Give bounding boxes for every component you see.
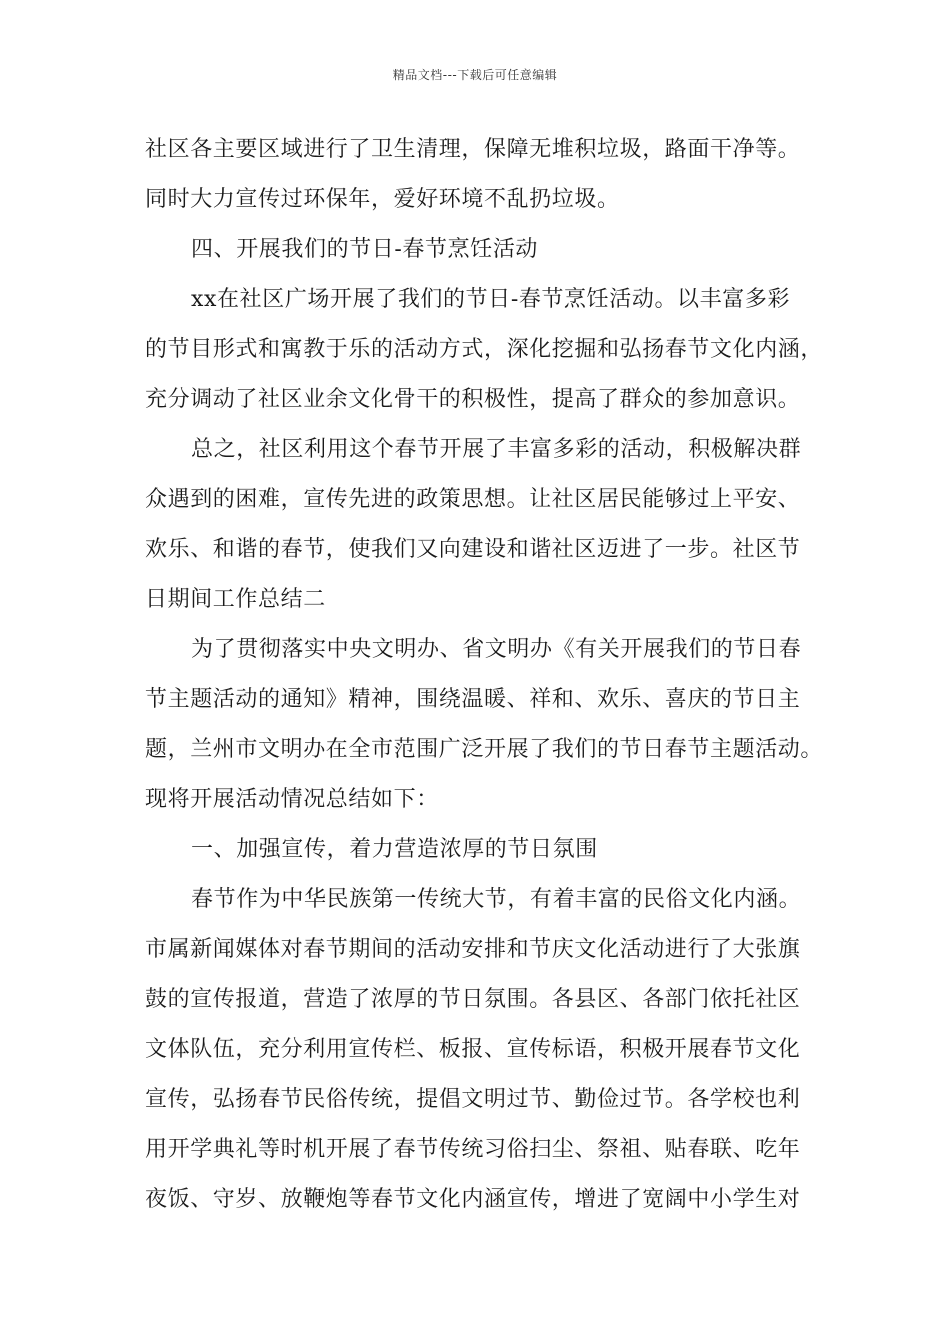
section-heading: 四、开展我们的节日-春节烹饪活动	[191, 237, 539, 262]
paragraph-start: xx在社区广场开展了我们的节日-春节烹饪活动。以丰富多彩	[191, 287, 791, 312]
section-heading: 一、加强宣传，着力营造浓厚的节日氛围	[191, 837, 598, 862]
text-line: 宣传，弘扬春节民俗传统，提倡文明过节、勤俭过节。各学校也利	[145, 1087, 801, 1112]
document-body	[145, 130, 824, 1230]
text-line: 日期间工作总结二	[145, 587, 326, 612]
text-line: 鼓的宣传报道，营造了浓厚的节日氛围。各县区、各部门依托社区	[145, 987, 801, 1012]
text-line: 现将开展活动情况总结如下：	[145, 787, 439, 812]
text-line: 充分调动了社区业余文化骨干的积极性，提高了群众的参加意识。	[145, 387, 801, 412]
text-line: 节主题活动的通知》精神，围绕温暖、祥和、欢乐、喜庆的节日主	[145, 687, 801, 712]
text-line: 夜饭、守岁、放鞭炮等春节文化内涵宣传，增进了宽阔中小学生对	[145, 1187, 801, 1212]
paragraph-start: 总之，社区利用这个春节开展了丰富多彩的活动，积极解决群	[191, 437, 802, 462]
paragraph-start: 为了贯彻落实中央文明办、省文明办《有关开展我们的节日春	[191, 637, 802, 662]
text-line: 众遇到的困难，宣传先进的政策思想。让社区居民能够过上平安、	[145, 487, 801, 512]
paragraph-start: 春节作为中华民族第一传统大节，有着丰富的民俗文化内涵。	[191, 887, 802, 912]
text-line: 用开学典礼等时机开展了春节传统习俗扫尘、祭祖、贴春联、吃年	[145, 1137, 801, 1162]
text-line: 文体队伍，充分利用宣传栏、板报、宣传标语，积极开展春节文化	[145, 1037, 801, 1062]
text-line: 同时大力宣传过环保年，爱好环境不乱扔垃圾。	[145, 187, 620, 212]
page-header: 精品文档---下载后可任意编辑	[392, 68, 558, 82]
text-line: 题，兰州市文明办在全市范围广泛开展了我们的节日春节主题活动。	[145, 737, 824, 762]
text-line: 市属新闻媒体对春节期间的活动安排和节庆文化活动进行了大张旗	[145, 937, 801, 962]
text-line: 欢乐、和谐的春节，使我们又向建设和谐社区迈进了一步。社区节	[145, 537, 801, 562]
text-line: 的节目形式和寓教于乐的活动方式，深化挖掘和弘扬春节文化内涵，	[145, 337, 824, 362]
text-line: 社区各主要区域进行了卫生清理，保障无堆积垃圾，路面干净等。	[145, 137, 801, 162]
